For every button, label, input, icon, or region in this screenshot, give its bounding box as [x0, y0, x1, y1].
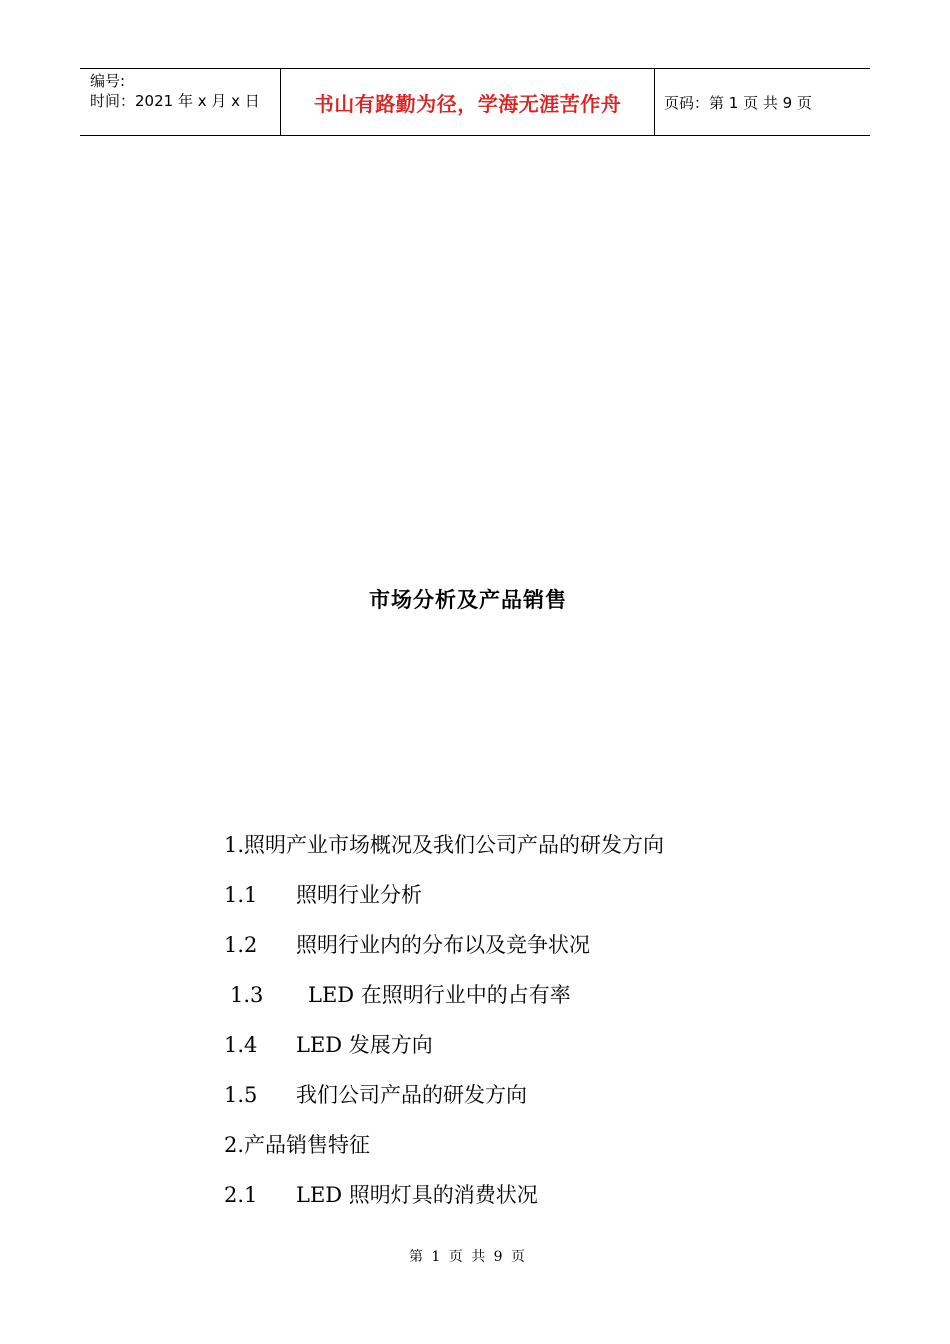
toc-text: 我们公司产品的研发方向	[296, 1083, 527, 1107]
toc-number: 1.5	[224, 1083, 258, 1107]
toc-number: 1.2	[224, 933, 258, 957]
toc-number: 1.4	[224, 1033, 258, 1057]
toc-text: 产品销售特征	[244, 1133, 371, 1157]
toc-text: LED 照明灯具的消费状况	[296, 1183, 538, 1207]
motto-text: 书山有路勤为径，学海无涯苦作舟	[313, 91, 622, 116]
toc-item	[230, 980, 571, 1010]
toc-number: 1.1	[224, 883, 258, 907]
page-header	[80, 68, 870, 136]
toc-number: 1.	[224, 833, 245, 857]
page-info-text: 页码：第 1 页 共 9 页	[664, 93, 812, 112]
toc-number: 2.	[224, 1133, 245, 1157]
toc-item	[224, 830, 664, 860]
toc-number: 1.3	[230, 983, 264, 1007]
toc-text: LED 发展方向	[296, 1033, 433, 1057]
toc-text: 照明行业分析	[296, 883, 422, 907]
page-footer: 第 1 页 共 9 页	[408, 1249, 528, 1265]
toc-text: 照明产业市场概况及我们公司产品的研发方向	[244, 833, 665, 857]
toc-item	[224, 1180, 538, 1210]
header-meta	[80, 69, 281, 135]
header-motto	[281, 69, 655, 135]
toc-text: 照明行业内的分布以及竞争状况	[296, 933, 590, 957]
header-page-info	[655, 69, 870, 135]
toc-item	[224, 1130, 370, 1160]
toc-item	[224, 880, 422, 910]
toc-item	[224, 1030, 433, 1060]
toc-number: 2.1	[224, 1183, 258, 1207]
toc-item	[224, 1080, 527, 1110]
document-number-label: 编号:	[90, 72, 126, 90]
toc-item	[224, 930, 590, 960]
document-time-label: 时间：2021 年 x 月 x 日	[90, 92, 260, 110]
toc-text: LED 在照明行业中的占有率	[308, 983, 571, 1007]
document-title: 市场分析及产品销售	[369, 587, 567, 612]
